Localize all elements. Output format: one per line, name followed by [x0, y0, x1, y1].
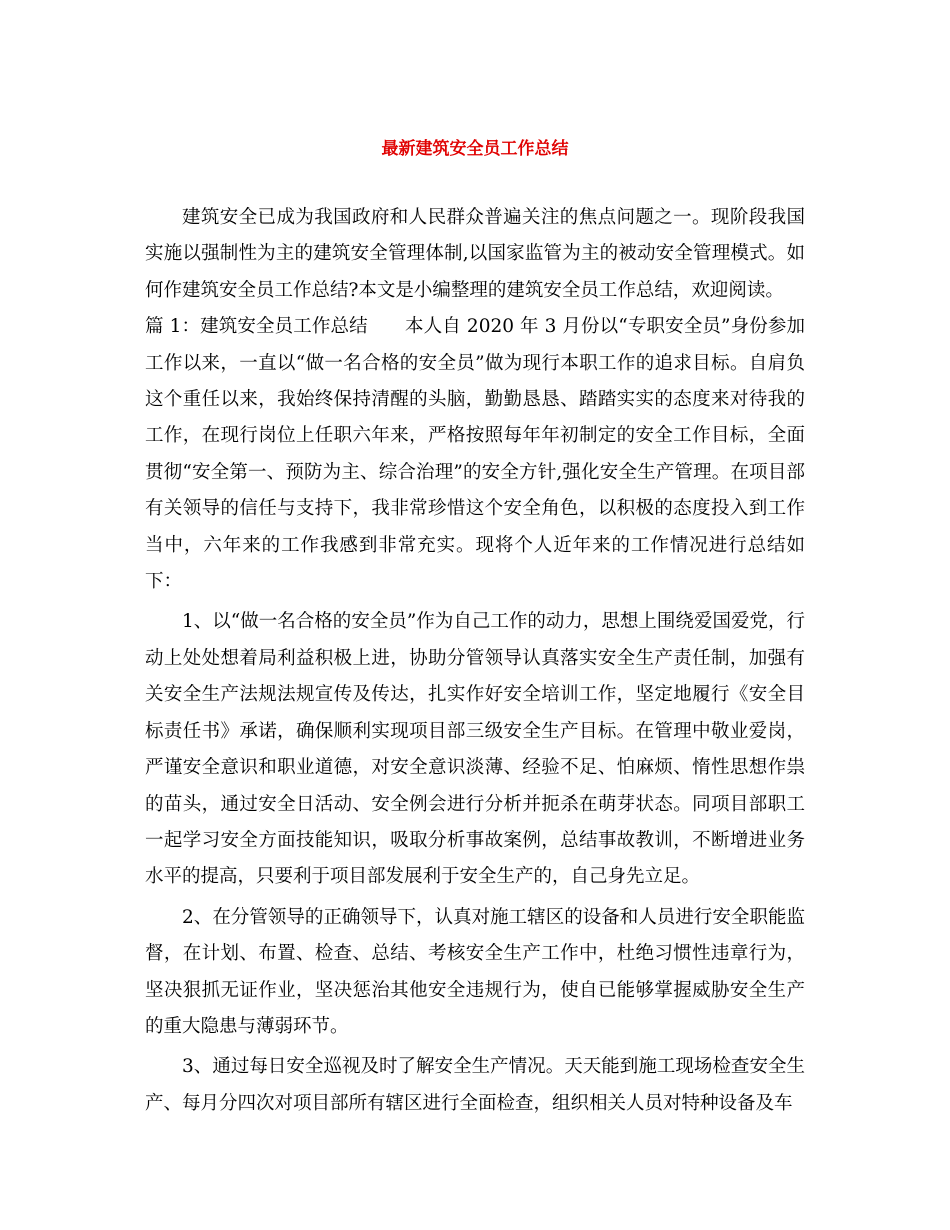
item-paragraph-1: 1、以“做一名合格的安全员”作为自己工作的动力，思想上围绕爱国爱党，行动上处处想着局利益积极上进，协助分管领导认真落实安全生产责任制，加强有关安全生产法规法规宣传及传达，扎实作好安全培训工作，坚定地履行《安全目标责任书》承诺，确保顺利实现项目部三级安全生产目标。在管理中敬业爱岗，严谨安全意识和职业道德，对安全意识淡薄、经验不足、怕麻烦、惰性思想作祟的苗头，通过安全日活动、安全例会进行分析并扼杀在萌芽状态。同项目部职工一起学习安全方面技能知识，吸取分析事故案例，总结事故教训，不断增进业务水平的提高，只要利于项目部发展利于安全生产的，自己身先立足。 — [145, 611, 805, 888]
section-paragraph: 篇 1：建筑安全员工作总结 本人自 2020 年 3 月份以“专职安全员”身份参加工作以来，一直以“做一名合格的安全员”做为现行本职工作的追求目标。自肩负这个重任以来，我始终保持清醒的头脑，勤勤恳恳、踏踏实实的态度来对待我的工作，在现行岗位上任职六年来，严格按照每年年初制定的安全工作目标，全面贯彻“安全第一、预防为主、综合治理”的安全方针,强化安全生产管理。在项目部有关领导的信任与支持下，我非常珍惜这个安全角色，以积极的态度投入到工作当中，六年来的工作我感到非常充实。现将个人近年来的工作情况进行总结如下： — [145, 316, 805, 593]
item-paragraph-3: 3、通过每日安全巡视及时了解安全生产情况。天天能到施工现场检查安全生产、每月分四次对项目部所有辖区进行全面检查，组织相关人员对特种设备及车 — [145, 1056, 805, 1114]
item-paragraph-2: 2、在分管领导的正确领导下，认真对施工辖区的设备和人员进行安全职能监督，在计划、布置、检查、总结、考核安全生产工作中，杜绝习惯性违章行为，坚决狠抓无证作业，坚决惩治其他安全违规行为，使自已能够掌握威胁安全生产的重大隐患与薄弱环节。 — [145, 906, 805, 1037]
document-title: 最新建筑安全员工作总结 — [381, 139, 569, 159]
intro-paragraph: 建筑安全已成为我国政府和人民群众普遍关注的焦点问题之一。现阶段我国实施以强制性为主的建筑安全管理体制,以国家监管为主的被动安全管理模式。如何作建筑安全员工作总结?本文是小编整理的建筑安全员工作总结，欢迎阅读。 — [145, 207, 805, 301]
document-body — [145, 200, 805, 1122]
